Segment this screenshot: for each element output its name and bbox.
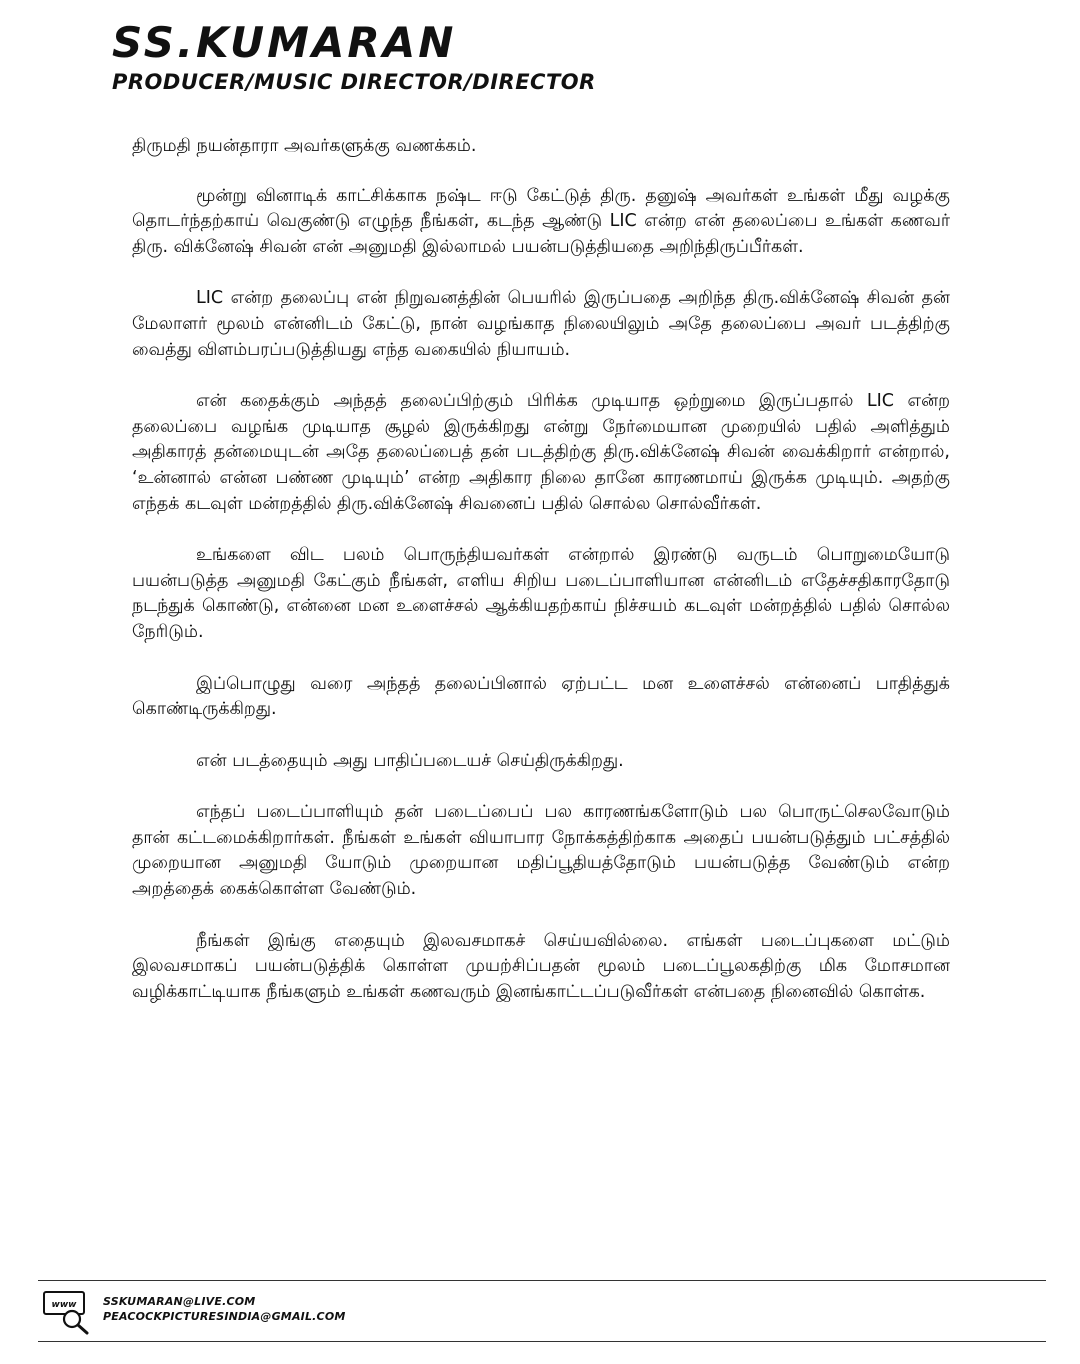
- contact-info: [103, 1294, 346, 1324]
- footer-divider-top: [38, 1280, 1046, 1281]
- email-primary: SSKUMARAN@LIVE.COM: [103, 1295, 256, 1308]
- letterhead: [112, 18, 596, 94]
- letter-body: [132, 134, 950, 1031]
- letterhead-role: PRODUCER/MUSIC DIRECTOR/DIRECTOR: [112, 70, 596, 94]
- letter-paragraph: என் படத்தையும் அது பாதிப்படையச் செய்திருக்கிறது.: [196, 750, 624, 771]
- letter-paragraph: எந்தப் படைப்பாளியும் தன் படைப்பைப் பல காரணங்களோடும் பல பொருட்செலவோடும் தான் கட்டமைக்கிறார்கள். நீங்கள் உங்கள் வியாபார நோக்கத்திற்காக அதைப் பயன்படுத்தும் பட்சத்தில் முறையான அனுமதி யோடும் முறையான மதிப்பூதியத்தோடும் பயன்படுத்த வேண்டும் என்ற அறத்தைக் கைக்கொள்ள வேண்டும்.: [132, 802, 950, 900]
- letter-paragraph: மூன்று வினாடிக் காட்சிக்காக நஷ்ட ஈடு கேட்டுத் திரு. தனுஷ் அவர்கள் உங்கள் மீது வழக்கு தொடர்ந்தற்காய் வெகுண்டு எழுந்த நீங்கள், கடந்த ஆண்டு LIC என்ற என் தலைப்பை உங்கள் கணவர் திரு. விக்னேஷ் சிவன் என் அனுமதி இல்லாமல் பயன்படுத்தியதை அறிந்திருப்பீர்கள்.: [132, 185, 950, 257]
- letter-paragraph: உங்களை விட பலம் பொருந்தியவர்கள் என்றால் இரண்டு வருடம் பொறுமையோடு பயன்படுத்த அனுமதி கேட்கும் நீங்கள், எளிய சிறிய படைப்பாளியான என்னிடம் எதேச்சதிகாரதோடு நடந்துக் கொண்டு, என்னை மன உளைச்சல் ஆக்கியதற்காய் நிச்சயம் கடவுள் மன்றத்தில் பதில் சொல்ல நேரிடும்.: [132, 545, 950, 642]
- letterhead-name: SS.KUMARAN: [112, 18, 457, 67]
- letter-paragraph: LIC என்ற தலைப்பு என் நிறுவனத்தின் பெயரில் இருப்பதை அறிந்த திரு.விக்னேஷ் சிவன் தன் மேலாளர் மூலம் என்னிடம் கேட்டு, நான் வழங்காத நிலையிலும் அதே தலைப்பை அவர் படத்திற்கு வைத்து விளம்பரப்படுத்தியது எந்த வகையில் நியாயம்.: [132, 288, 950, 360]
- footer-divider-bottom: [38, 1341, 1046, 1342]
- letter-paragraph: நீங்கள் இங்கு எதையும் இலவசமாகச் செய்யவில்லை. எங்கள் படைப்புகளை மட்டும் இலவசமாகப் பயன்படுத்திக் கொள்ள முயற்சிப்பதன் மூலம் படைப்பூலகதிற்கு மிக மோசமான வழிக்காட்டியாக நீங்களும் உங்கள் கணவரும் இனங்காட்டப்படுவீர்கள் என்பதை நினைவில் கொள்க.: [132, 930, 950, 1002]
- letter-paragraph: இப்பொழுது வரை அந்தத் தலைப்பினால் ஏற்பட்ட மன உளைச்சல் என்னைப் பாதித்துக் கொண்டிருக்கிறது.: [132, 673, 950, 720]
- web-search-icon: [42, 1289, 92, 1339]
- email-secondary: PEACOCKPICTURESINDIA@GMAIL.COM: [103, 1310, 346, 1323]
- www-label: www: [51, 1300, 77, 1310]
- letter-paragraph: என் கதைக்கும் அந்தத் தலைப்பிற்கும் பிரிக்க முடியாத ஒற்றுமை இருப்பதால் LIC என்ற தலைப்பை வழங்க முடியாத சூழல் இருக்கிறது என்று நேர்மையான முறையில் பதில் அளித்தும் அதிகாரத் தன்மையுடன் அதே தலைப்பைத் தன் படத்திற்கு திரு.விக்னேஷ் சிவன் வைக்கிறார் என்றால், ‘உன்னால் என்ன பண்ண முடியும்’ என்ற அதிகார நிலை தானே காரணமாய் இருக்க முடியும். அதற்கு எந்தக் கடவுள் மன்றத்தில் திரு.விக்னேஷ் சிவனைப் பதில் சொல்ல சொல்வீர்கள்.: [132, 391, 950, 514]
- letter-salutation: திருமதி நயன்தாரா அவர்களுக்கு வணக்கம்.: [132, 136, 477, 156]
